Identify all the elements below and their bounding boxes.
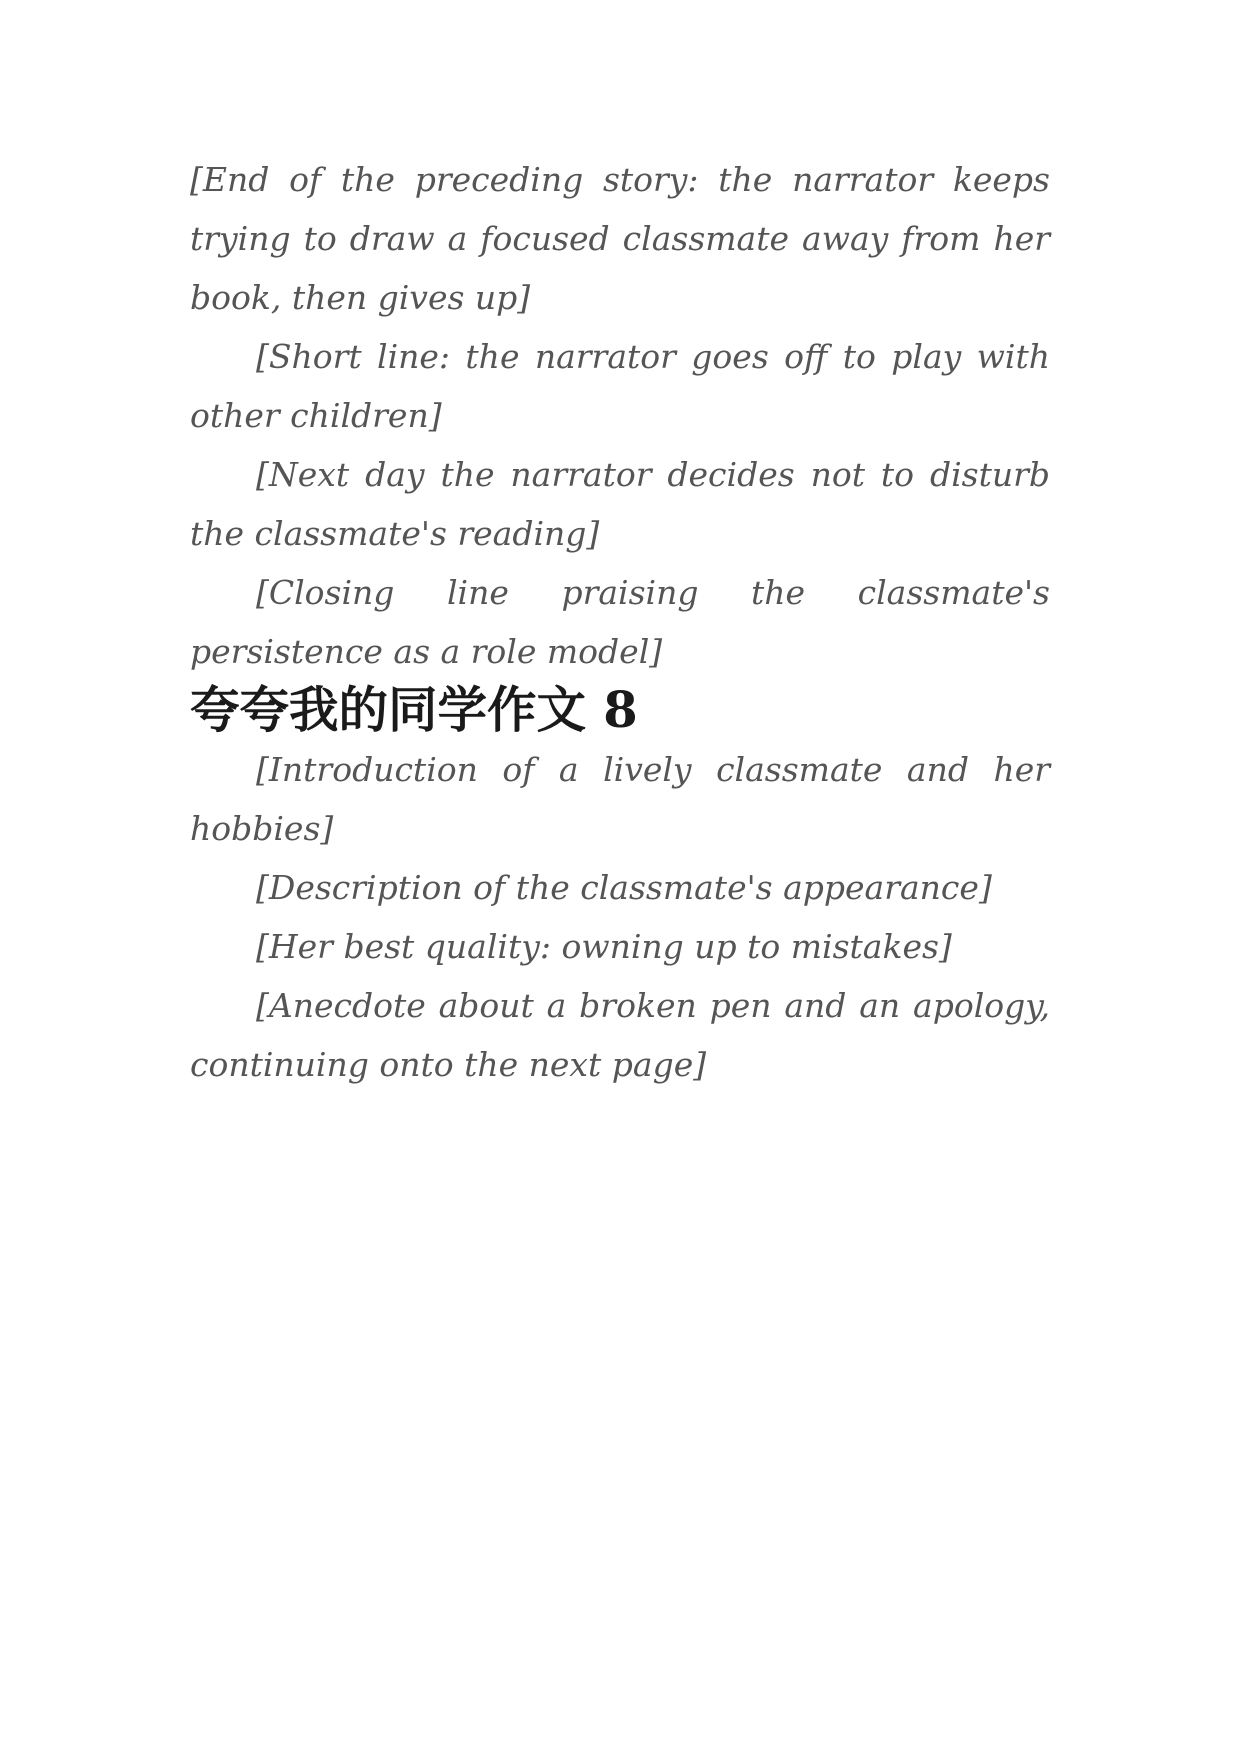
essay-paragraph: [Introduction of a lively classmate and her hobbies] (190, 750, 1050, 848)
essay-paragraph: [Description of the classmate's appearance] (256, 868, 992, 907)
document-page (190, 150, 1050, 1094)
essay-paragraph: [Closing line praising the classmate's persistence as a role model] (190, 573, 1050, 671)
essay-paragraph: [Short line: the narrator goes off to play with other children] (190, 337, 1050, 435)
essay-paragraph: [End of the preceding story: the narrator keeps trying to draw a focused classmate away from her book, then gives up] (190, 160, 1050, 317)
essay-paragraph: [Next day the narrator decides not to disturb the classmate's reading] (190, 455, 1050, 553)
essay-paragraph: [Anecdote about a broken pen and an apology, continuing onto the next page] (190, 986, 1050, 1084)
essay-heading: 夸夸我的同学作文 8 (190, 681, 638, 739)
essay-paragraph: [Her best quality: owning up to mistakes] (256, 927, 952, 966)
